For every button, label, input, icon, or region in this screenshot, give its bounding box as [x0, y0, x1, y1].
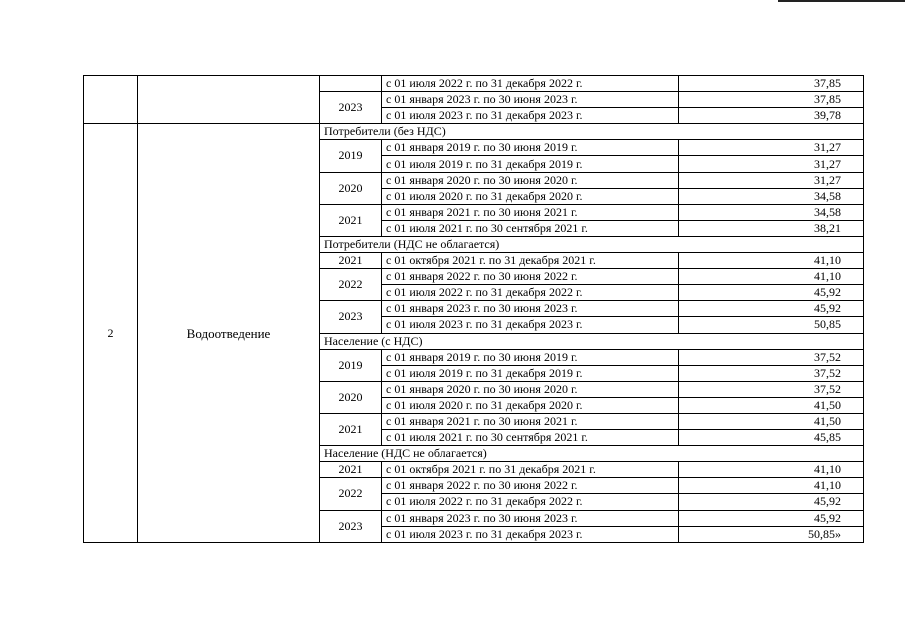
period-cell: с 01 января 2021 г. по 30 июня 2021 г. — [382, 413, 679, 429]
period-cell: с 01 января 2019 г. по 30 июня 2019 г. — [382, 349, 679, 365]
period-cell: с 01 июля 2022 г. по 31 декабря 2022 г. — [382, 285, 679, 301]
tariff-value-cell: 45,92 — [679, 285, 864, 301]
year-cell: 2023 — [320, 510, 382, 542]
period-cell: с 01 января 2020 г. по 30 июня 2020 г. — [382, 381, 679, 397]
group-header-row — [84, 124, 864, 140]
group-title: Население (НДС не облагается) — [320, 446, 864, 462]
period-cell: с 01 января 2020 г. по 30 июня 2020 г. — [382, 172, 679, 188]
period-cell: с 01 июля 2020 г. по 31 декабря 2020 г. — [382, 397, 679, 413]
period-cell: с 01 января 2021 г. по 30 июня 2021 г. — [382, 204, 679, 220]
tariff-value-cell: 37,85 — [679, 76, 864, 92]
tariff-value-cell: 34,58 — [679, 188, 864, 204]
tariff-value-cell: 41,50 — [679, 397, 864, 413]
year-cell: 2021 — [320, 462, 382, 478]
year-cell: 2019 — [320, 140, 382, 172]
tariff-value-cell: 31,27 — [679, 140, 864, 156]
tariff-value-cell: 45,92 — [679, 301, 864, 317]
year-cell: 2022 — [320, 269, 382, 301]
tariff-value-cell: 45,92 — [679, 510, 864, 526]
period-cell: с 01 января 2023 г. по 30 июня 2023 г. — [382, 510, 679, 526]
period-cell: с 01 июля 2023 г. по 31 декабря 2023 г. — [382, 317, 679, 333]
tariff-value-cell: 37,52 — [679, 381, 864, 397]
prev-name-cell — [138, 76, 320, 124]
period-cell: с 01 июля 2022 г. по 31 декабря 2022 г. — [382, 76, 679, 92]
tariff-value-cell: 41,10 — [679, 478, 864, 494]
group-title: Потребители (НДС не облагается) — [320, 236, 864, 252]
tariff-value-cell: 41,50 — [679, 413, 864, 429]
period-cell: с 01 января 2023 г. по 30 июня 2023 г. — [382, 92, 679, 108]
period-cell: с 01 июля 2021 г. по 30 сентября 2021 г. — [382, 430, 679, 446]
period-cell: с 01 января 2019 г. по 30 июня 2019 г. — [382, 140, 679, 156]
top-rule — [778, 0, 905, 2]
prev-number-cell — [84, 76, 138, 124]
tariff-value-cell: 50,85 — [679, 317, 864, 333]
year-cell: 2019 — [320, 349, 382, 381]
tariff-value-cell: 50,85» — [679, 526, 864, 542]
period-cell: с 01 июля 2023 г. по 31 декабря 2023 г. — [382, 526, 679, 542]
tariff-value-cell: 41,10 — [679, 269, 864, 285]
tariff-value-cell: 37,85 — [679, 92, 864, 108]
year-cell: 2021 — [320, 204, 382, 236]
year-cell: 2020 — [320, 172, 382, 204]
year-cell: 2023 — [320, 92, 382, 124]
tariff-value-cell: 41,10 — [679, 253, 864, 269]
table-row — [84, 76, 864, 92]
year-cell: 2021 — [320, 413, 382, 445]
tariff-value-cell: 37,52 — [679, 365, 864, 381]
period-cell: с 01 октября 2021 г. по 31 декабря 2021 г. — [382, 253, 679, 269]
tariff-table-body — [84, 76, 864, 543]
period-cell: с 01 июля 2021 г. по 30 сентября 2021 г. — [382, 220, 679, 236]
tariff-value-cell: 31,27 — [679, 172, 864, 188]
tariff-value-cell: 38,21 — [679, 220, 864, 236]
period-cell: с 01 января 2022 г. по 30 июня 2022 г. — [382, 478, 679, 494]
year-cell — [320, 76, 382, 92]
period-cell: с 01 января 2022 г. по 30 июня 2022 г. — [382, 269, 679, 285]
tariff-table — [83, 75, 864, 543]
period-cell: с 01 июля 2022 г. по 31 декабря 2022 г. — [382, 494, 679, 510]
period-cell: с 01 июля 2020 г. по 31 декабря 2020 г. — [382, 188, 679, 204]
group-title: Потребители (без НДС) — [320, 124, 864, 140]
tariff-value-cell: 41,10 — [679, 462, 864, 478]
period-cell: с 01 июля 2023 г. по 31 декабря 2023 г. — [382, 108, 679, 124]
tariff-value-cell: 31,27 — [679, 156, 864, 172]
service-name: Водоотведение — [138, 124, 320, 543]
tariff-value-cell: 34,58 — [679, 204, 864, 220]
year-cell: 2023 — [320, 301, 382, 333]
group-title: Население (с НДС) — [320, 333, 864, 349]
period-cell: с 01 июля 2019 г. по 31 декабря 2019 г. — [382, 365, 679, 381]
item-number: 2 — [84, 124, 138, 543]
period-cell: с 01 июля 2019 г. по 31 декабря 2019 г. — [382, 156, 679, 172]
tariff-value-cell: 45,85 — [679, 430, 864, 446]
tariff-value-cell: 39,78 — [679, 108, 864, 124]
year-cell: 2022 — [320, 478, 382, 510]
tariff-value-cell: 45,92 — [679, 494, 864, 510]
year-cell: 2021 — [320, 253, 382, 269]
tariff-value-cell: 37,52 — [679, 349, 864, 365]
year-cell: 2020 — [320, 381, 382, 413]
period-cell: с 01 января 2023 г. по 30 июня 2023 г. — [382, 301, 679, 317]
period-cell: с 01 октября 2021 г. по 31 декабря 2021 г. — [382, 462, 679, 478]
